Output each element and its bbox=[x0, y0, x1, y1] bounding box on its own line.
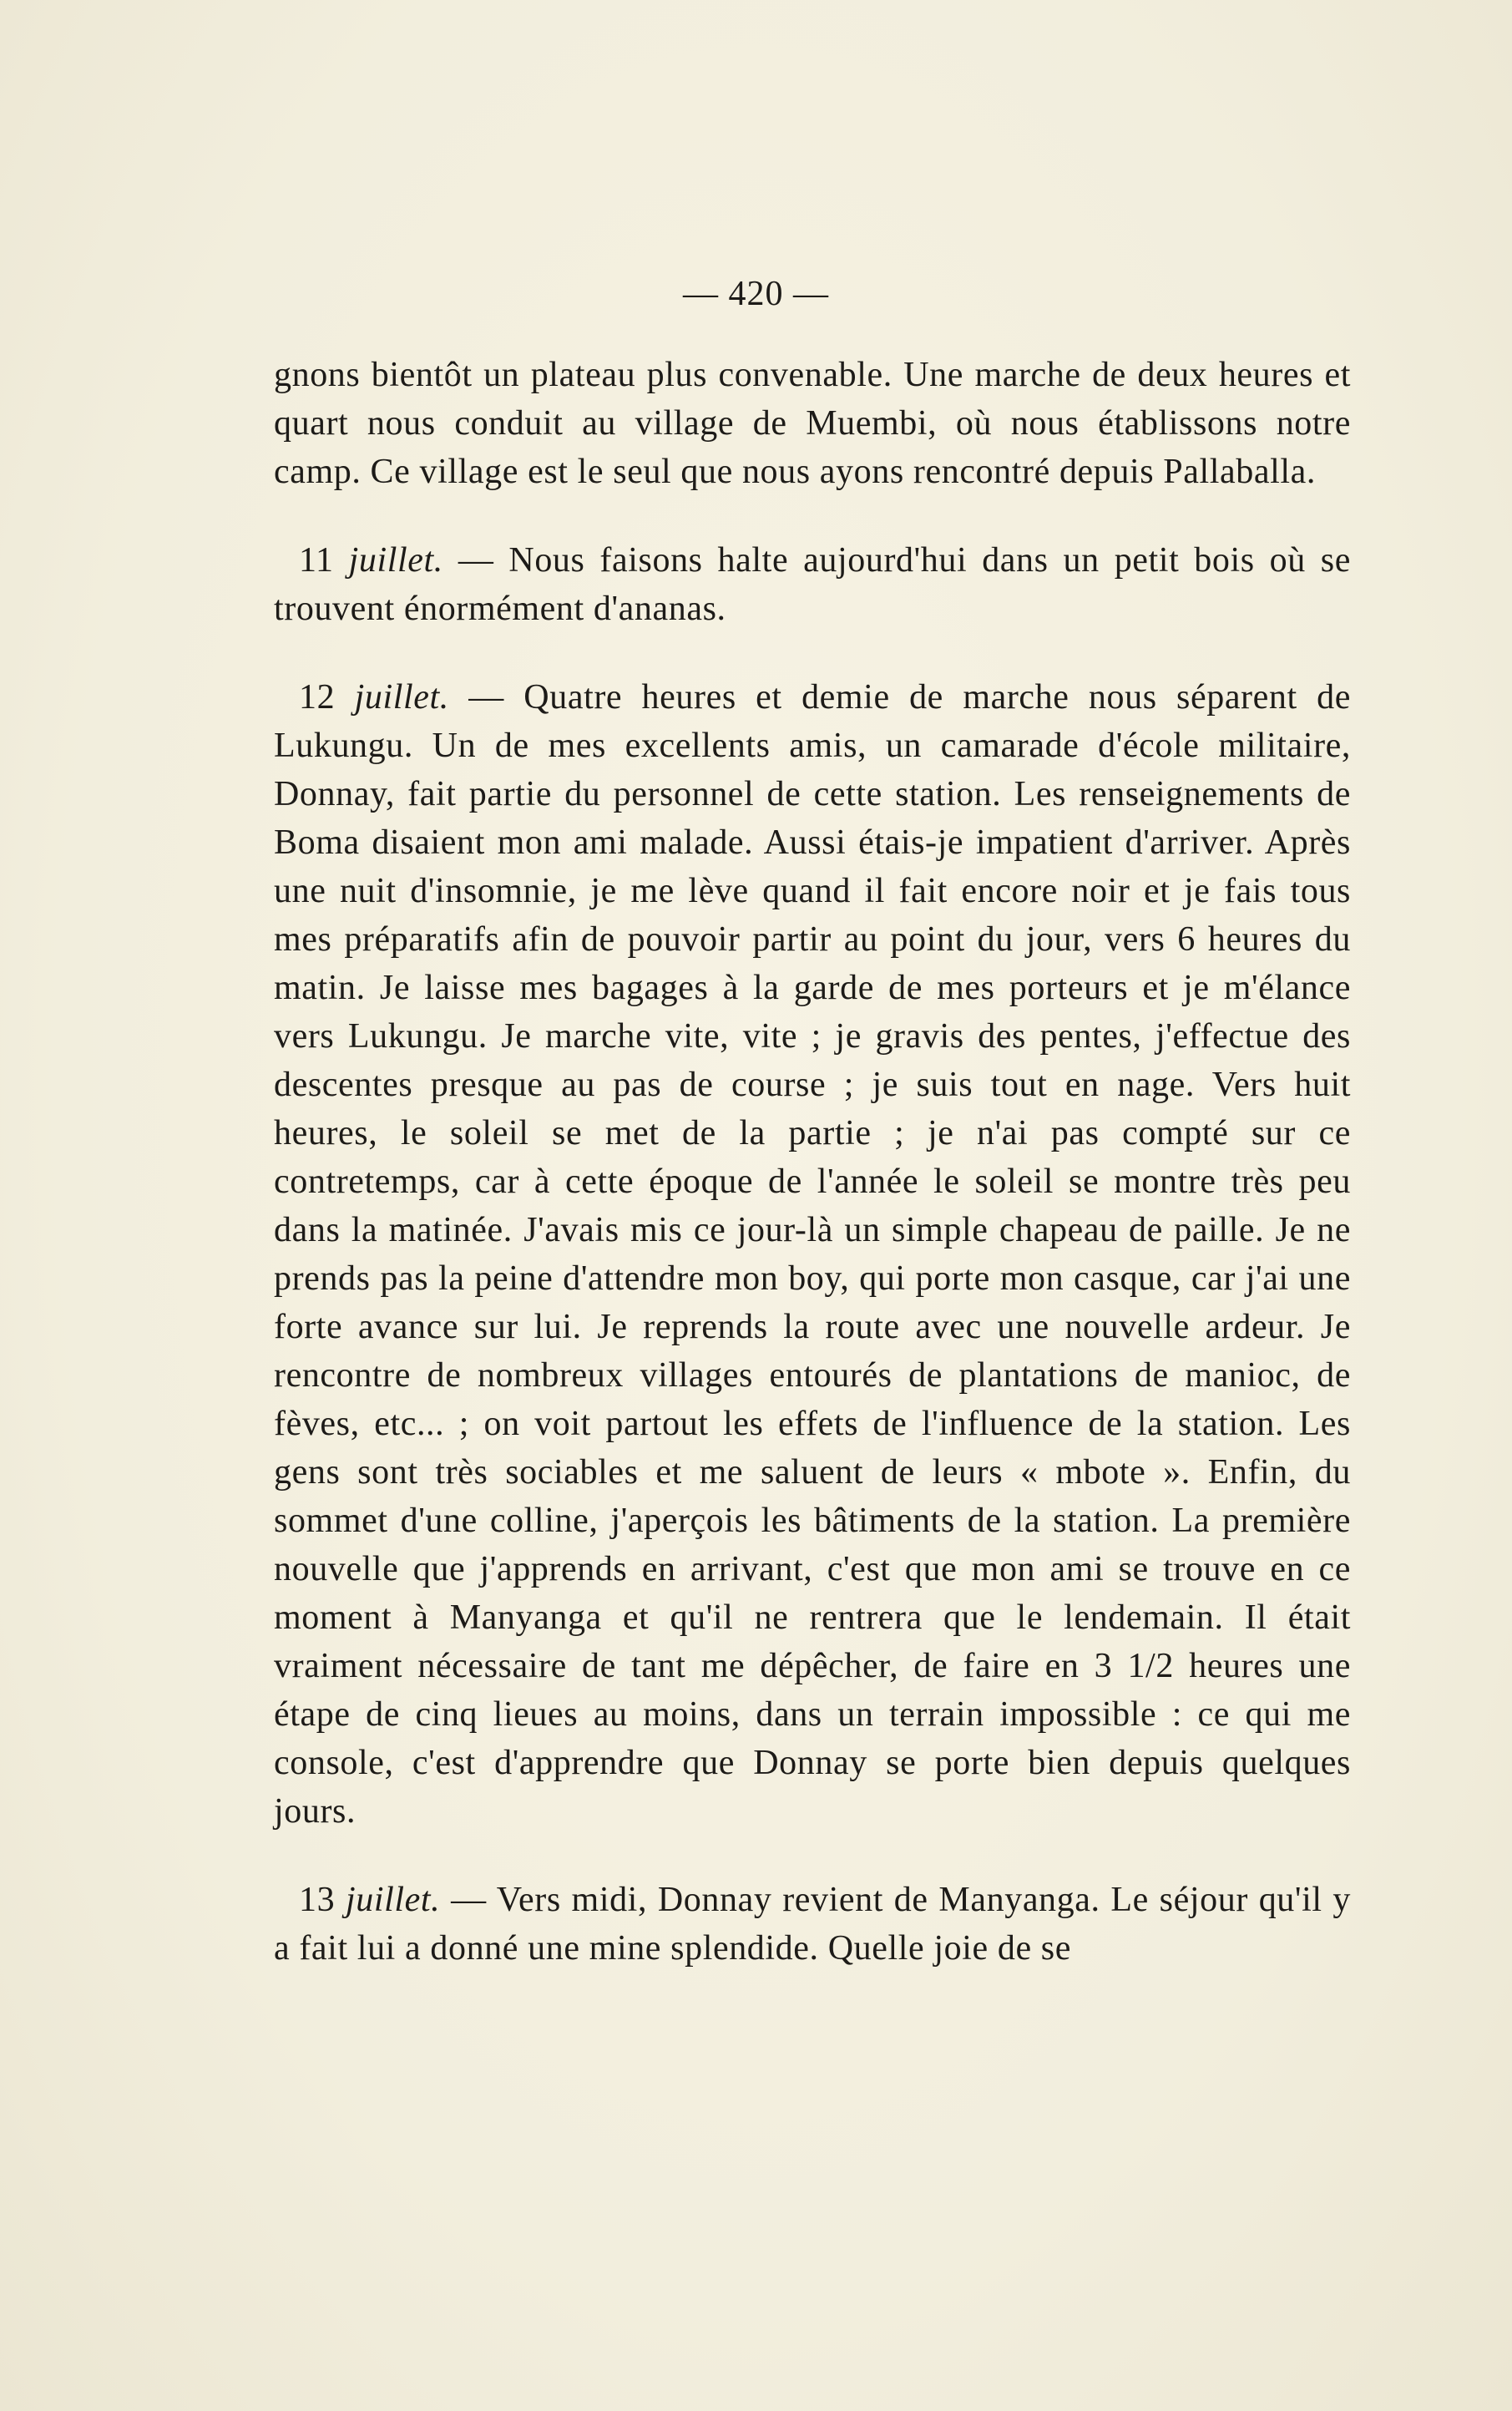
entry-date-label: juillet. bbox=[354, 678, 449, 717]
entry-text: — Quatre heures et demie de marche nous séparent de Lukungu. Un de mes excellents amis, un camarade d'école militaire, Donnay, fait partie du personnel de cette station. Les renseignements de Boma disaient mon ami malade. Aussi étais-je impatient d'arriver. Après une nuit d'insomnie, je me lève quand il fait encore noir et je fais tous mes préparatifs afin de pouvoir partir au point du jour, vers 6 heures du matin. Je laisse mes bagages à la garde de mes porteurs et je m'élance vers Lukungu. Je marche vite, vite ; je gravis des pentes, j'effectue des descentes presque au pas de course ; je suis tout en nage. Vers huit heures, le soleil se met de la partie ; je n'ai pas compté sur ce contretemps, car à cette époque de l'année le soleil se montre très peu dans la matinée. J'avais mis ce jour-là un simple chapeau de paille. Je ne prends pas la peine d'attendre mon boy, qui porte mon casque, car j'ai une forte avance sur lui. Je reprends la route avec une nouvelle ardeur. Je rencontre de nombreux villages entourés de plantations de manioc, de fèves, etc... ; on voit partout les effets de l'influence de la station. Les gens sont très sociables et me saluent de leurs « mbote ». Enfin, du sommet d'une colline, j'aperçois les bâtiments de la station. La première nouvelle que j'apprends en arrivant, c'est que mon ami se trouve en ce moment à Manyanga et qu'il ne rentrera que le lendemain. Il était vraiment nécessaire de tant me dépêcher, de faire en 3 1/2 heures une étape de cinq lieues au moins, dans un terrain impossible : ce qui me console, c'est d'apprendre que Donnay se porte bien depuis quelques jours. bbox=[274, 678, 1351, 1831]
entry-day-number: 13 bbox=[299, 1881, 336, 1919]
body-text bbox=[274, 351, 1351, 1973]
diary-entry-11-juillet bbox=[274, 536, 1351, 633]
entry-day-number: 11 bbox=[299, 541, 334, 580]
entry-day-number: 12 bbox=[299, 678, 336, 717]
entry-date-label: juillet. bbox=[348, 541, 443, 580]
paragraph-continuation bbox=[274, 351, 1351, 496]
entry-text: — Nous faisons halte aujourd'hui dans un petit bois où se trouvent énormément d'ananas. bbox=[274, 541, 1351, 628]
diary-entry-12-juillet bbox=[274, 673, 1351, 1836]
diary-entry-13-juillet bbox=[274, 1876, 1351, 1973]
paragraph-text: gnons bientôt un plateau plus convenable. Une marche de deux heures et quart nous conduit au village de Muembi, où nous établissons notre camp. Ce village est le seul que nous ayons rencontré depuis Pallaballa. bbox=[274, 356, 1351, 491]
entry-date-label: juillet. bbox=[346, 1881, 441, 1919]
entry-text: — Vers midi, Donnay revient de Manyanga. Le séjour qu'il y a fait lui a donné une mine splendide. Quelle joie de se bbox=[274, 1881, 1351, 1968]
page-number: — 420 — bbox=[683, 275, 829, 313]
